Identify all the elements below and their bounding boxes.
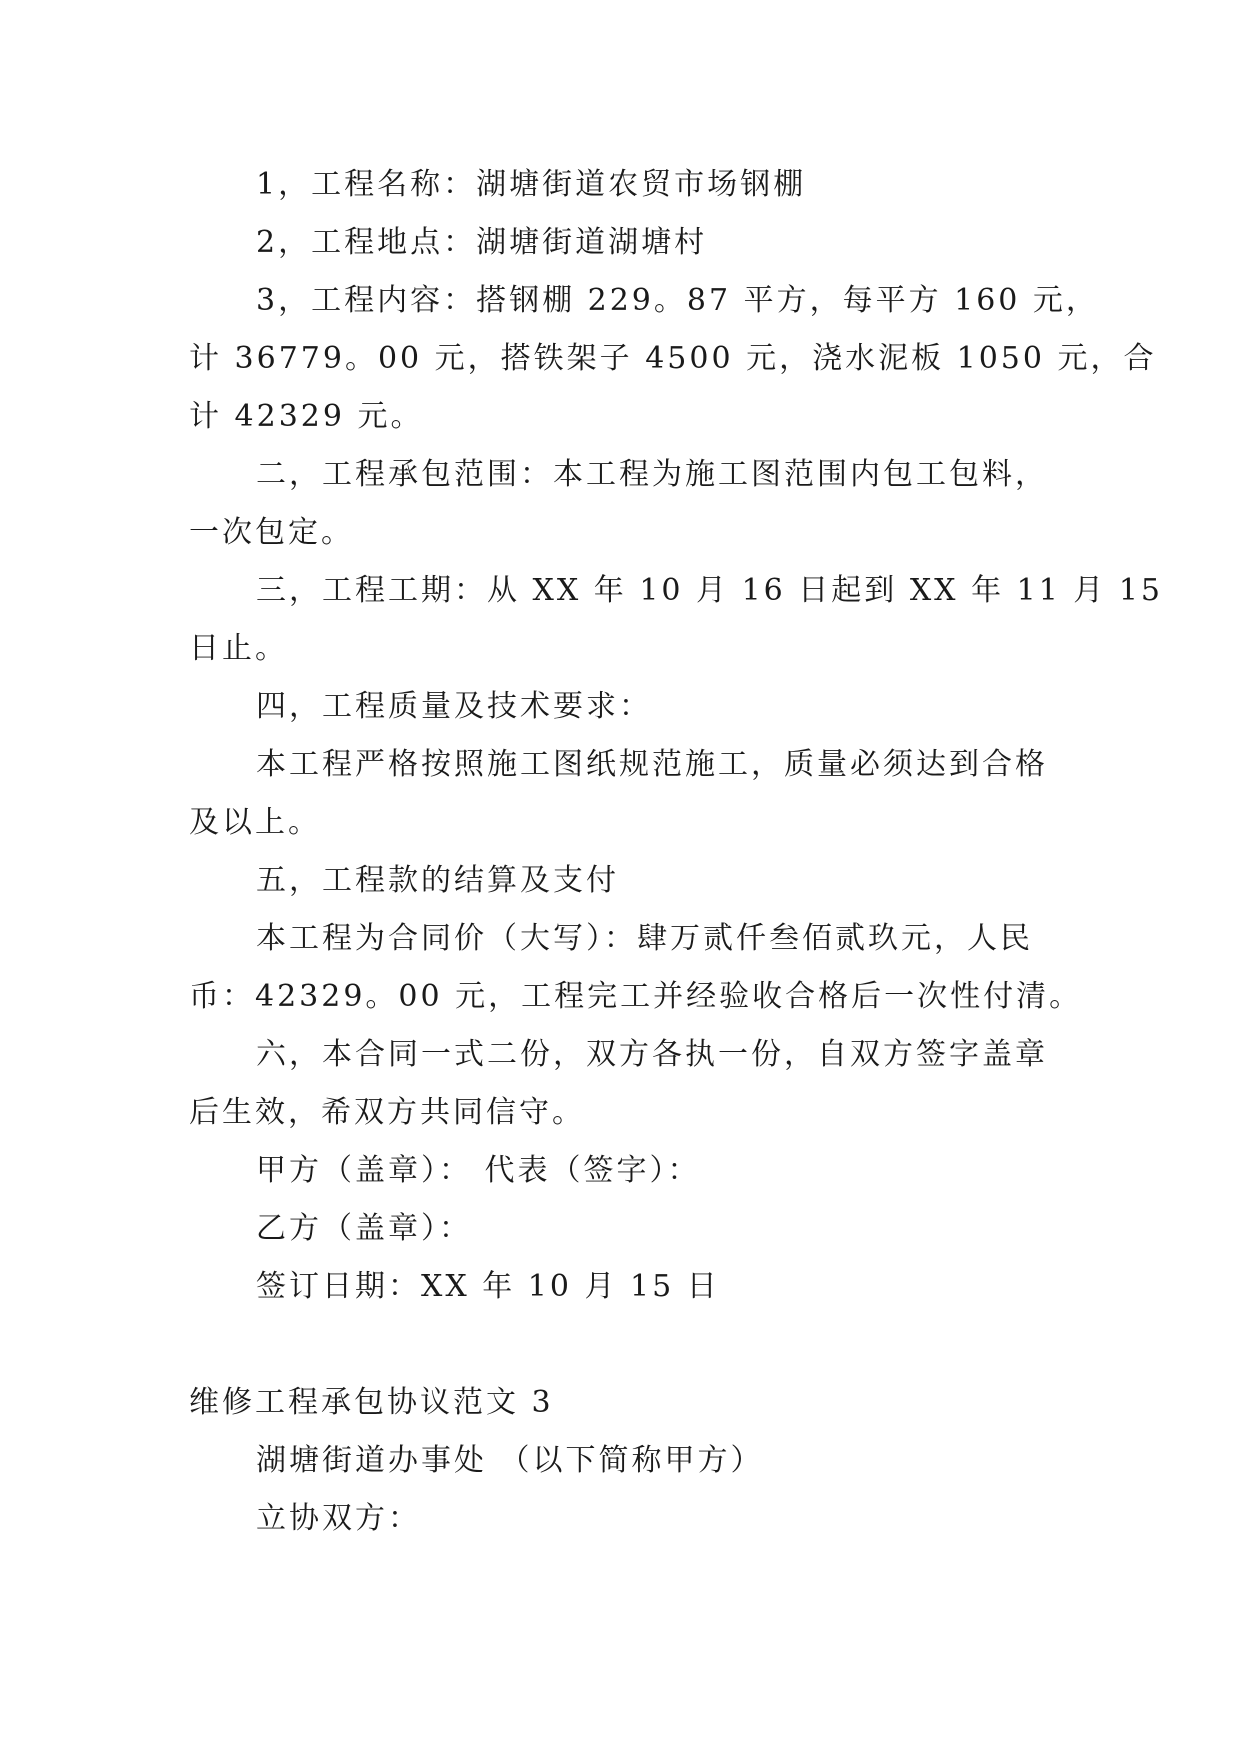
copies-line: 六，本合同一式二份，双方各执一份，自双方签字盖章 — [256, 1037, 1048, 1072]
quality-heading: 四，工程质量及技术要求： — [256, 689, 652, 724]
scope-line: 二，工程承包范围：本工程为施工图范围内包工包料， — [256, 457, 1048, 492]
section-title: 维修工程承包协议范文 3 — [189, 1385, 554, 1420]
schedule-line: 三，工程工期：从 XX 年 10 月 16 日起到 XX 年 11 月 15 — [256, 573, 1164, 608]
payment-line: 本工程为合同价（大写）：肆万贰仟叁佰贰玖元，人民 — [256, 921, 1033, 956]
project-content-line-2: 计 36779。00 元，搭铁架子 4500 元，浇水泥板 1050 元，合 — [189, 341, 1157, 376]
project-content-line-3: 计 42329 元。 — [189, 399, 424, 434]
party-a-name-line: 湖塘街道办事处 （以下简称甲方） — [256, 1443, 764, 1478]
quality-line-2: 及以上。 — [189, 805, 321, 840]
project-content-line: 3，工程内容：搭钢棚 229。87 平方，每平方 160 元， — [256, 283, 1099, 318]
copies-line-2: 后生效，希双方共同信守。 — [189, 1095, 585, 1130]
signing-date-line: 签订日期：XX 年 10 月 15 日 — [256, 1269, 720, 1304]
project-name-line: 1，工程名称：湖塘街道农贸市场钢棚 — [256, 167, 807, 202]
schedule-line-2: 日止。 — [189, 631, 288, 666]
party-b-signature-line: 乙方（盖章）： — [256, 1211, 472, 1246]
quality-line: 本工程严格按照施工图纸规范施工，质量必须达到合格 — [256, 747, 1048, 782]
scope-line-2: 一次包定。 — [189, 515, 354, 550]
payment-heading: 五，工程款的结算及支付 — [256, 863, 619, 898]
party-a-signature-line: 甲方（盖章）： 代表（签字）： — [256, 1153, 701, 1188]
payment-line-2: 币：42329。00 元，工程完工并经验收合格后一次性付清。 — [189, 979, 1083, 1014]
parties-line: 立协双方： — [256, 1501, 421, 1536]
project-location-line: 2，工程地点：湖塘街道湖塘村 — [256, 225, 708, 260]
